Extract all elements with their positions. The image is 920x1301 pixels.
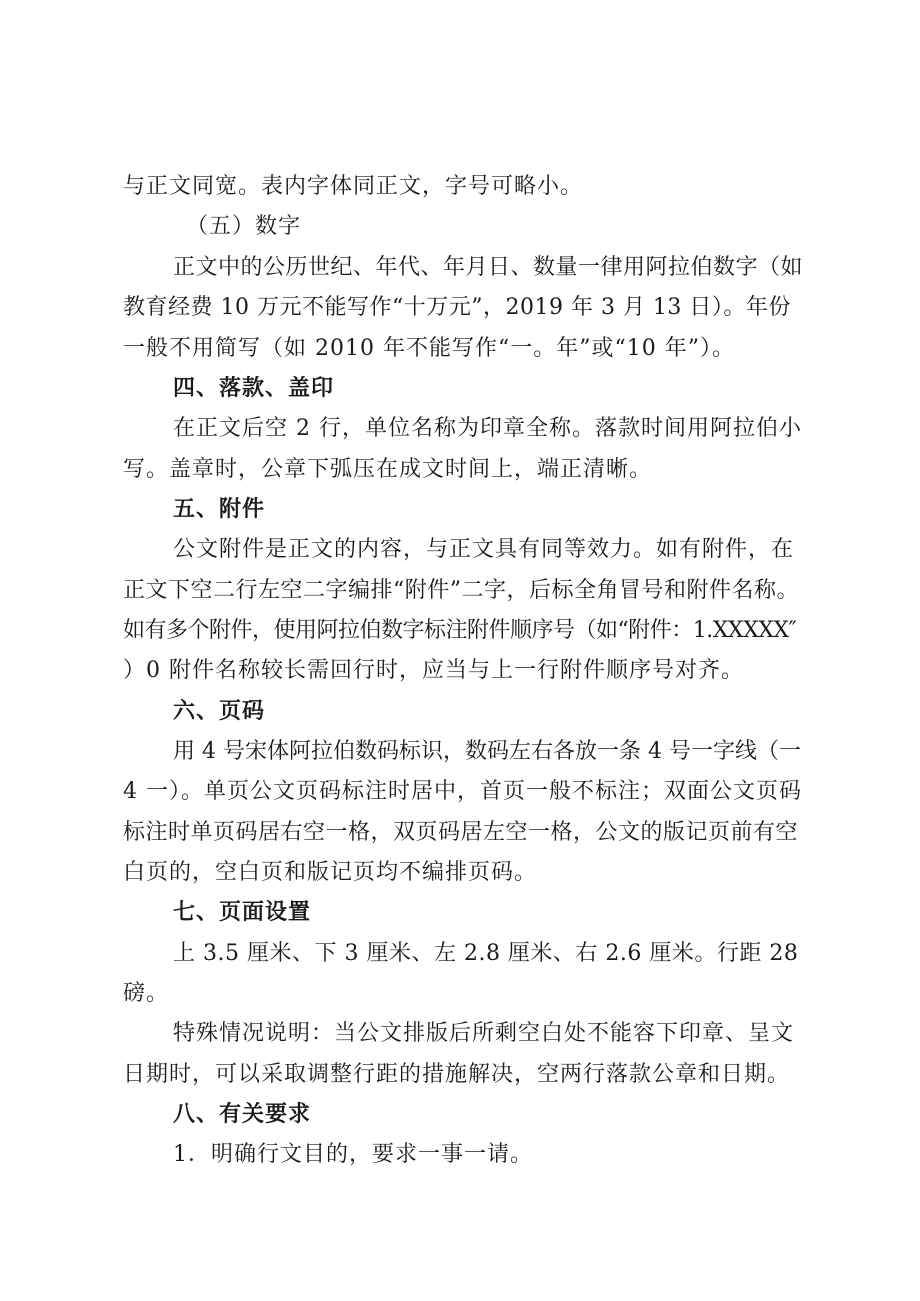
body-line: 如有多个附件，使用阿拉伯数字标注附件顺序号（如“附件：1.XXXXX″ — [123, 618, 797, 643]
body-line: 4 一）。单页公文页码标注时居中，首页一般不标注；双面公文页码 — [123, 779, 802, 804]
body-line: 日期时，可以采取调整行距的措施解决，空两行落款公章和日期。 — [123, 1062, 791, 1087]
heading-requirements: 八、有关要求 — [173, 1102, 312, 1127]
heading-page-numbers: 六、页码 — [173, 699, 266, 724]
heading-page-setup: 七、页面设置 — [173, 900, 312, 925]
heading-attachments: 五、附件 — [173, 497, 266, 522]
list-item: 1．明确行文目的，要求一事一请。 — [173, 1142, 533, 1167]
body-line: 磅。 — [123, 981, 170, 1006]
body-line: 与正文同宽。表内字体同正文，字号可略小。 — [123, 174, 584, 199]
heading-signature-seal: 四、落款、盖印 — [173, 376, 335, 401]
body-line: 教育经费 10 万元不能写作“十万元”，2019 年 3 月 13 日）。年份 — [123, 295, 791, 320]
body-line: ）0 附件名称较长需回行时，应当与上一行附件顺序号对齐。 — [123, 658, 744, 683]
body-line: 正文中的公历世纪、年代、年月日、数量一律用阿拉伯数字（如 — [173, 255, 804, 280]
subheading-numerals: （五）数字 — [186, 214, 302, 239]
body-line: 用 4 号宋体阿拉伯数码标识，数码左右各放一条 4 号一字线（一 — [173, 739, 801, 764]
body-line: 公文附件是正文的内容，与正文具有同等效力。如有附件，在 — [173, 537, 795, 562]
body-line: 在正文后空 2 行，单位名称为印章全称。落款时间用阿拉伯小 — [173, 416, 802, 441]
body-line: 标注时单页码居右空一格，双页码居左空一格，公文的版记页前有空 — [123, 820, 799, 845]
body-line: 白页的，空白页和版记页均不编排页码。 — [123, 860, 538, 885]
body-line: 写。盖章时，公章下弧压在成文时间上，端正清晰。 — [123, 457, 653, 482]
body-line: 上 3.5 厘米、下 3 厘米、左 2.8 厘米、右 2.6 厘米。行距 28 — [173, 941, 799, 966]
body-line: 特殊情况说明：当公文排版后所剩空白处不能容下印章、呈文 — [173, 1021, 795, 1046]
body-line: 正文下空二行左空二字编排“附件”二字，后标全角冒号和附件名称。 — [123, 578, 799, 603]
body-line: 一般不用简写（如 2010 年不能写作“一。年”或“10 年”）。 — [123, 336, 735, 361]
